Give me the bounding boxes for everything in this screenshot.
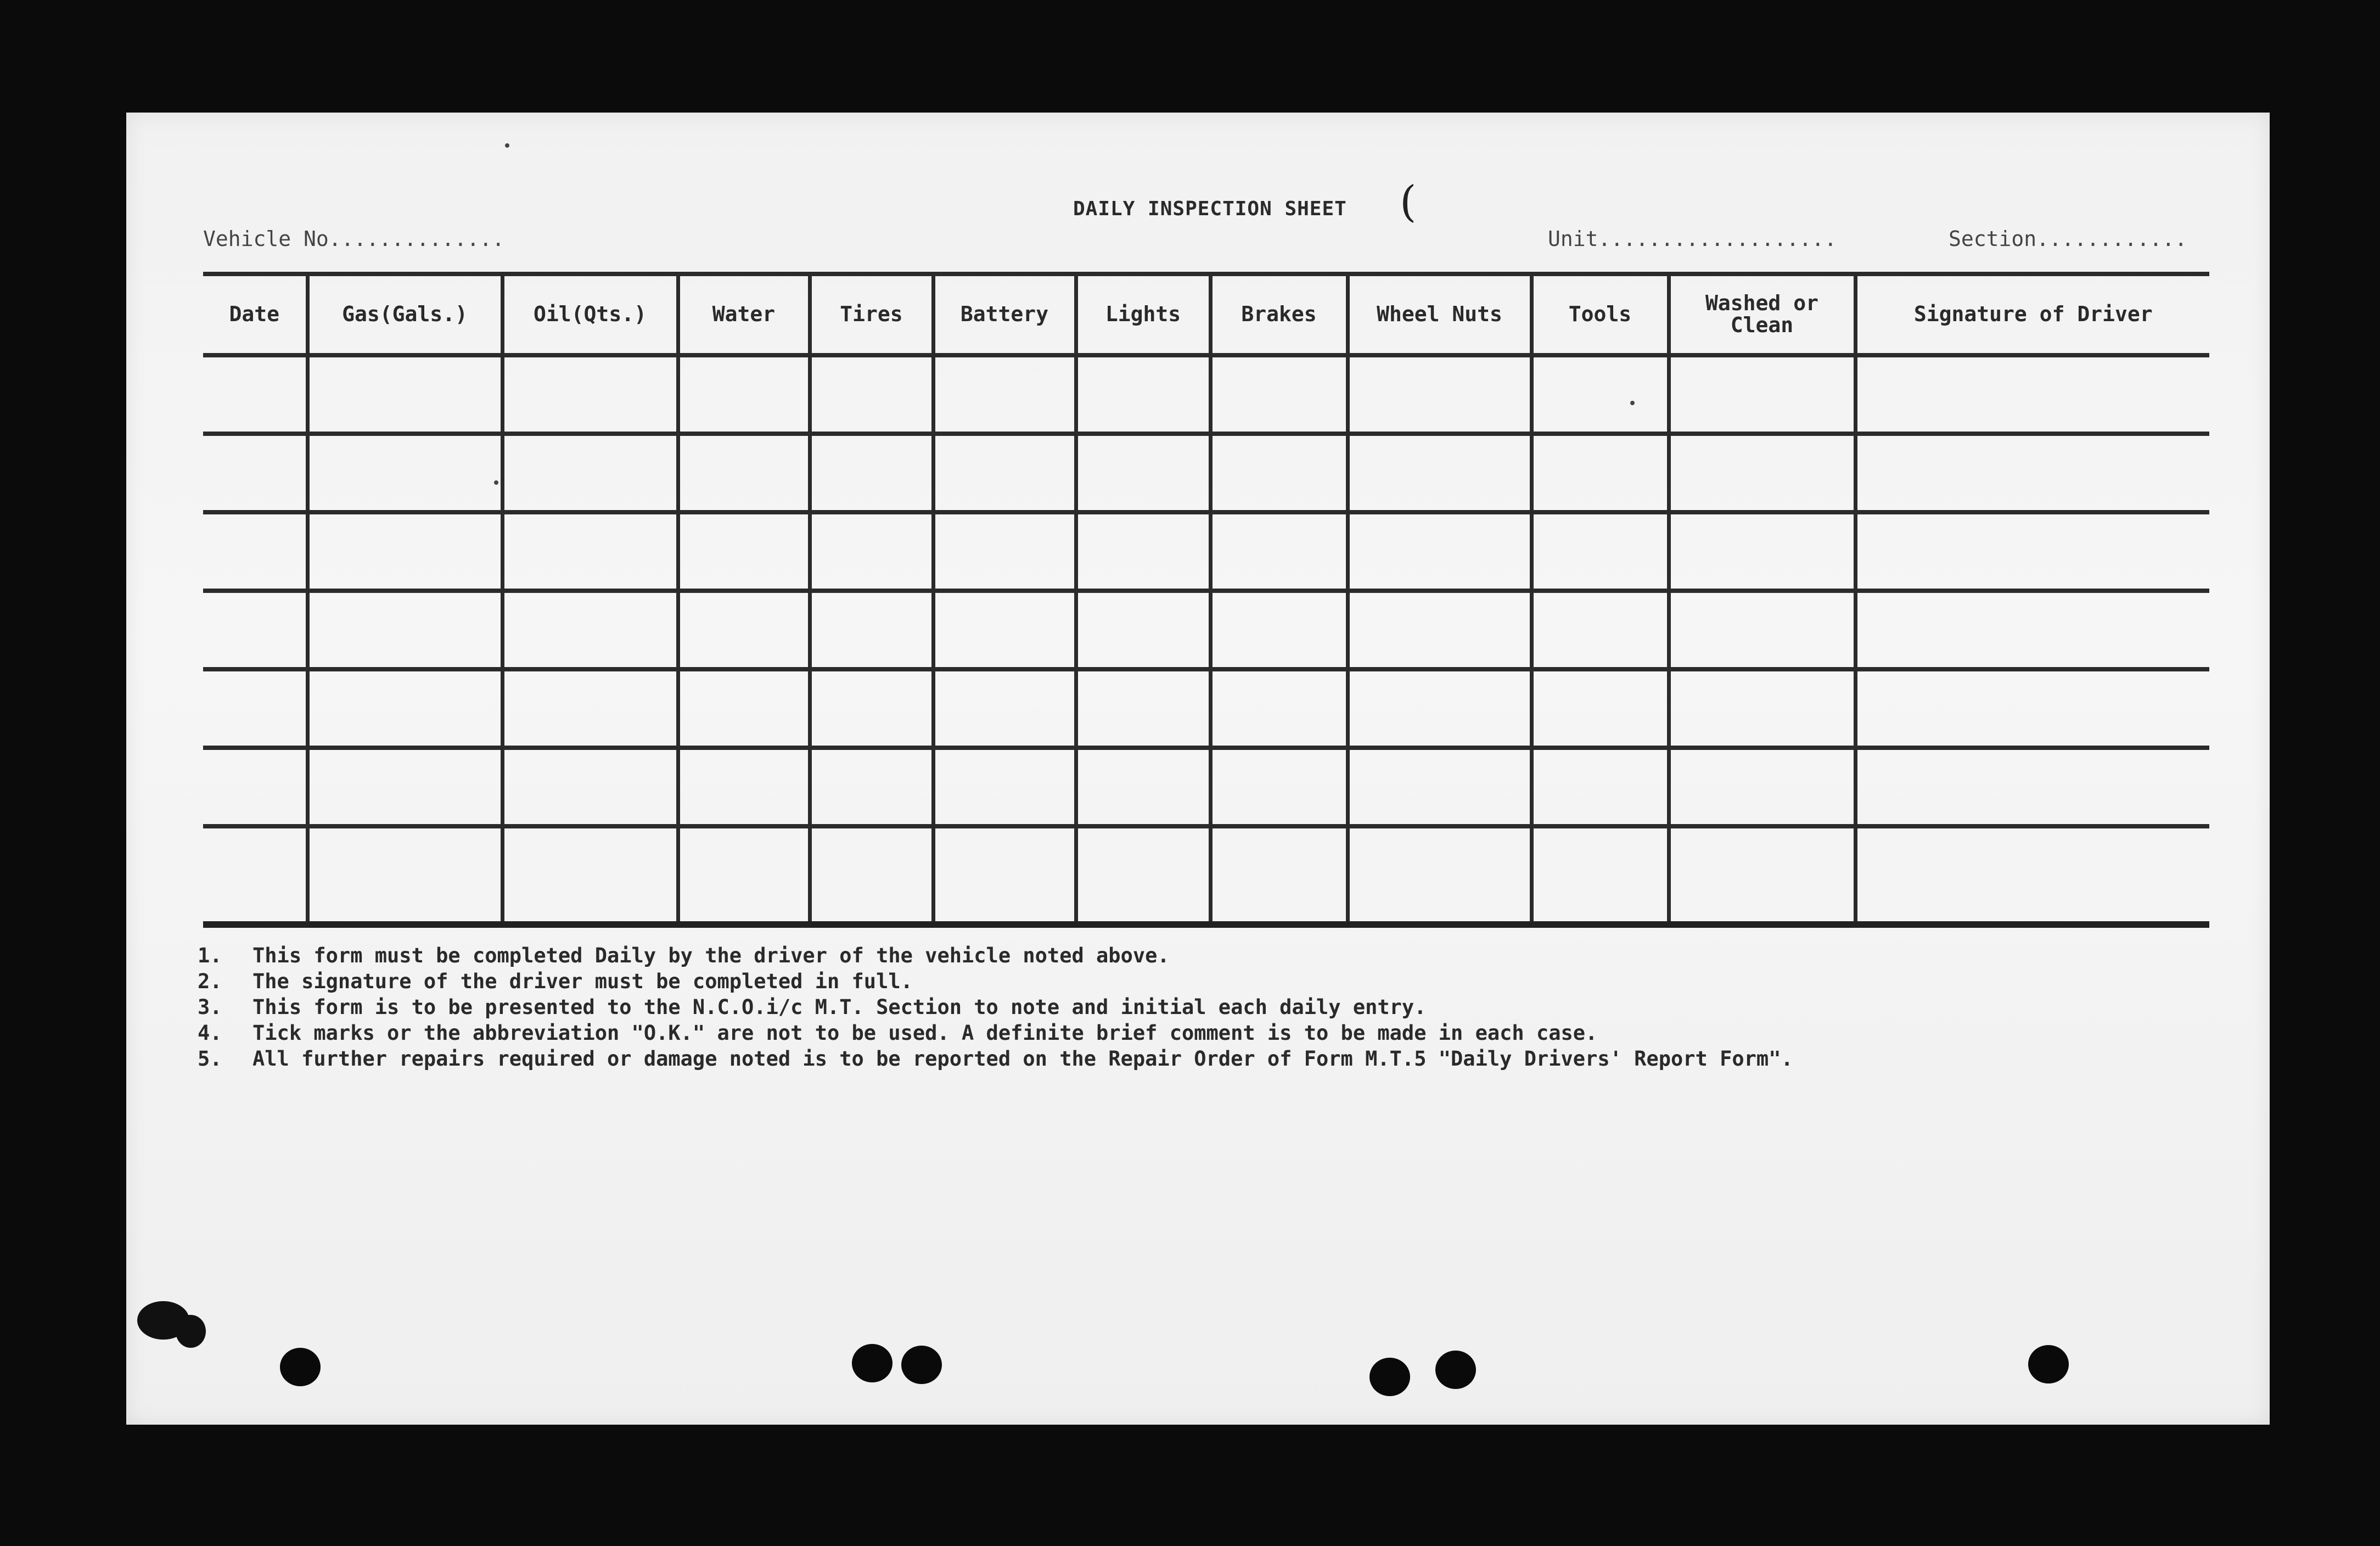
table-cell [678,355,810,434]
instruction-text: This form must be completed Daily by the driver of the vehicle noted above. [252,944,1170,967]
table-cell [1531,355,1669,434]
inspection-table [203,272,2209,928]
table-row [203,355,2209,434]
table-cell [1076,355,1210,434]
table-cell [1855,826,2209,925]
table-cell [307,434,502,512]
table-row [203,512,2209,591]
table-row [203,434,2209,512]
table-cell [502,355,678,434]
instruction-number: 4. [198,1021,222,1045]
table-cell [810,748,933,826]
table-cell [502,826,678,925]
unit-field: Unit................... [1548,227,1837,251]
table-cell [1076,434,1210,512]
table-cell [810,669,933,748]
instruction-number: 2. [198,970,222,993]
table-row [203,591,2209,669]
table-cell [203,355,307,434]
section-field: Section............ [1949,227,2187,251]
table-cell [1076,512,1210,591]
table-cell [307,826,502,925]
table-cell [1348,826,1531,925]
punch-hole [901,1346,942,1384]
column-header-tires: Tires [810,274,933,355]
instruction-number: 5. [198,1047,222,1071]
instruction-text: All further repairs required or damage noted is to be reported on the Repair Order of Form M.T.5 "Daily Drivers' Report Form". [252,1047,1793,1071]
table-cell [1855,512,2209,591]
column-header-tools: Tools [1531,274,1669,355]
column-header-brakes: Brakes [1210,274,1348,355]
speck [505,143,509,148]
punch-hole [280,1348,321,1386]
table-body [203,355,2209,925]
table-cell [1076,669,1210,748]
table-cell [933,826,1076,925]
table-cell [1076,748,1210,826]
table-cell [307,591,502,669]
table-cell [307,355,502,434]
table-cell [1348,748,1531,826]
table-cell [502,434,678,512]
table-cell [203,669,307,748]
ink-blot [176,1315,206,1348]
column-header-wheel-nuts: Wheel Nuts [1348,274,1531,355]
table-cell [1669,669,1855,748]
table-cell [1076,826,1210,925]
table-cell [1669,748,1855,826]
table-cell [203,434,307,512]
table-cell [1855,748,2209,826]
column-header-oil: Oil(Qts.) [502,274,678,355]
vehicle-no-field: Vehicle No.............. [203,227,505,251]
table-cell [933,748,1076,826]
column-header-date: Date [203,274,307,355]
table-cell [1669,512,1855,591]
speck [494,480,498,485]
column-header-gas: Gas(Gals.) [307,274,502,355]
inspection-form-card [126,113,2270,1425]
punch-hole [2028,1345,2069,1383]
table-cell [1531,748,1669,826]
table-cell [1669,434,1855,512]
table-cell [1210,826,1348,925]
table-cell [1076,591,1210,669]
table-cell [1855,355,2209,434]
table-row [203,748,2209,826]
table-cell [1855,669,2209,748]
table-cell [502,748,678,826]
table-cell [1531,434,1669,512]
table-cell [810,355,933,434]
table-cell [1210,748,1348,826]
table-cell [1348,591,1531,669]
instruction-number: 3. [198,995,222,1019]
column-header-lights: Lights [1076,274,1210,355]
table-cell [1669,591,1855,669]
column-header-water: Water [678,274,810,355]
table-cell [502,669,678,748]
table-row [203,669,2209,748]
instruction-item [198,1046,1793,1072]
table-cell [502,512,678,591]
table-cell [678,669,810,748]
table-cell [1531,669,1669,748]
table-cell [203,512,307,591]
table-cell [1348,434,1531,512]
table-cell [933,355,1076,434]
table-cell [307,669,502,748]
instructions-list [198,943,1793,1072]
punch-hole [1435,1351,1476,1389]
table-cell [1210,434,1348,512]
instruction-text: The signature of the driver must be completed in full. [252,970,913,993]
handwritten-mark: ( [1400,177,1417,227]
table-cell [810,434,933,512]
table-cell [1348,512,1531,591]
table-cell [1348,669,1531,748]
instruction-text: This form is to be presented to the N.C.O.i/c M.T. Section to note and initial each daily entry. [252,995,1427,1019]
table-cell [1210,669,1348,748]
table-cell [1348,355,1531,434]
table-cell [1210,591,1348,669]
table-cell [1531,826,1669,925]
table-cell [810,512,933,591]
column-header-battery: Battery [933,274,1076,355]
punch-hole [1369,1358,1410,1396]
table-cell [678,748,810,826]
table-row [203,826,2209,925]
table-cell [810,826,933,925]
table-cell [1210,355,1348,434]
table-cell [203,591,307,669]
instruction-item [198,1020,1793,1046]
instruction-item [198,968,1793,994]
form-title: DAILY INSPECTION SHEET [1073,198,1347,220]
table-cell [1669,826,1855,925]
instruction-number: 1. [198,944,222,967]
table-cell [1210,512,1348,591]
instruction-item [198,943,1793,968]
table-header-row [203,274,2209,355]
table-cell [203,826,307,925]
speck [1630,401,1635,405]
table-cell [810,591,933,669]
table-cell [1855,591,2209,669]
table-cell [1669,355,1855,434]
table-cell [502,591,678,669]
table-cell [307,748,502,826]
table-cell [678,826,810,925]
table-cell [1531,512,1669,591]
instruction-text: Tick marks or the abbreviation "O.K." are not to be used. A definite brief comment is to be made in each case. [252,1021,1598,1045]
table-cell [678,512,810,591]
column-header-signature: Signature of Driver [1855,274,2209,355]
punch-hole [852,1344,892,1382]
table-cell [307,512,502,591]
table-cell [203,748,307,826]
table-cell [933,591,1076,669]
table-cell [678,434,810,512]
table-cell [933,434,1076,512]
table-cell [933,512,1076,591]
column-header-washed: Washed or Clean [1669,274,1855,355]
table-cell [1531,591,1669,669]
instruction-item [198,994,1793,1020]
table-cell [1855,434,2209,512]
table-cell [933,669,1076,748]
table-cell [678,591,810,669]
